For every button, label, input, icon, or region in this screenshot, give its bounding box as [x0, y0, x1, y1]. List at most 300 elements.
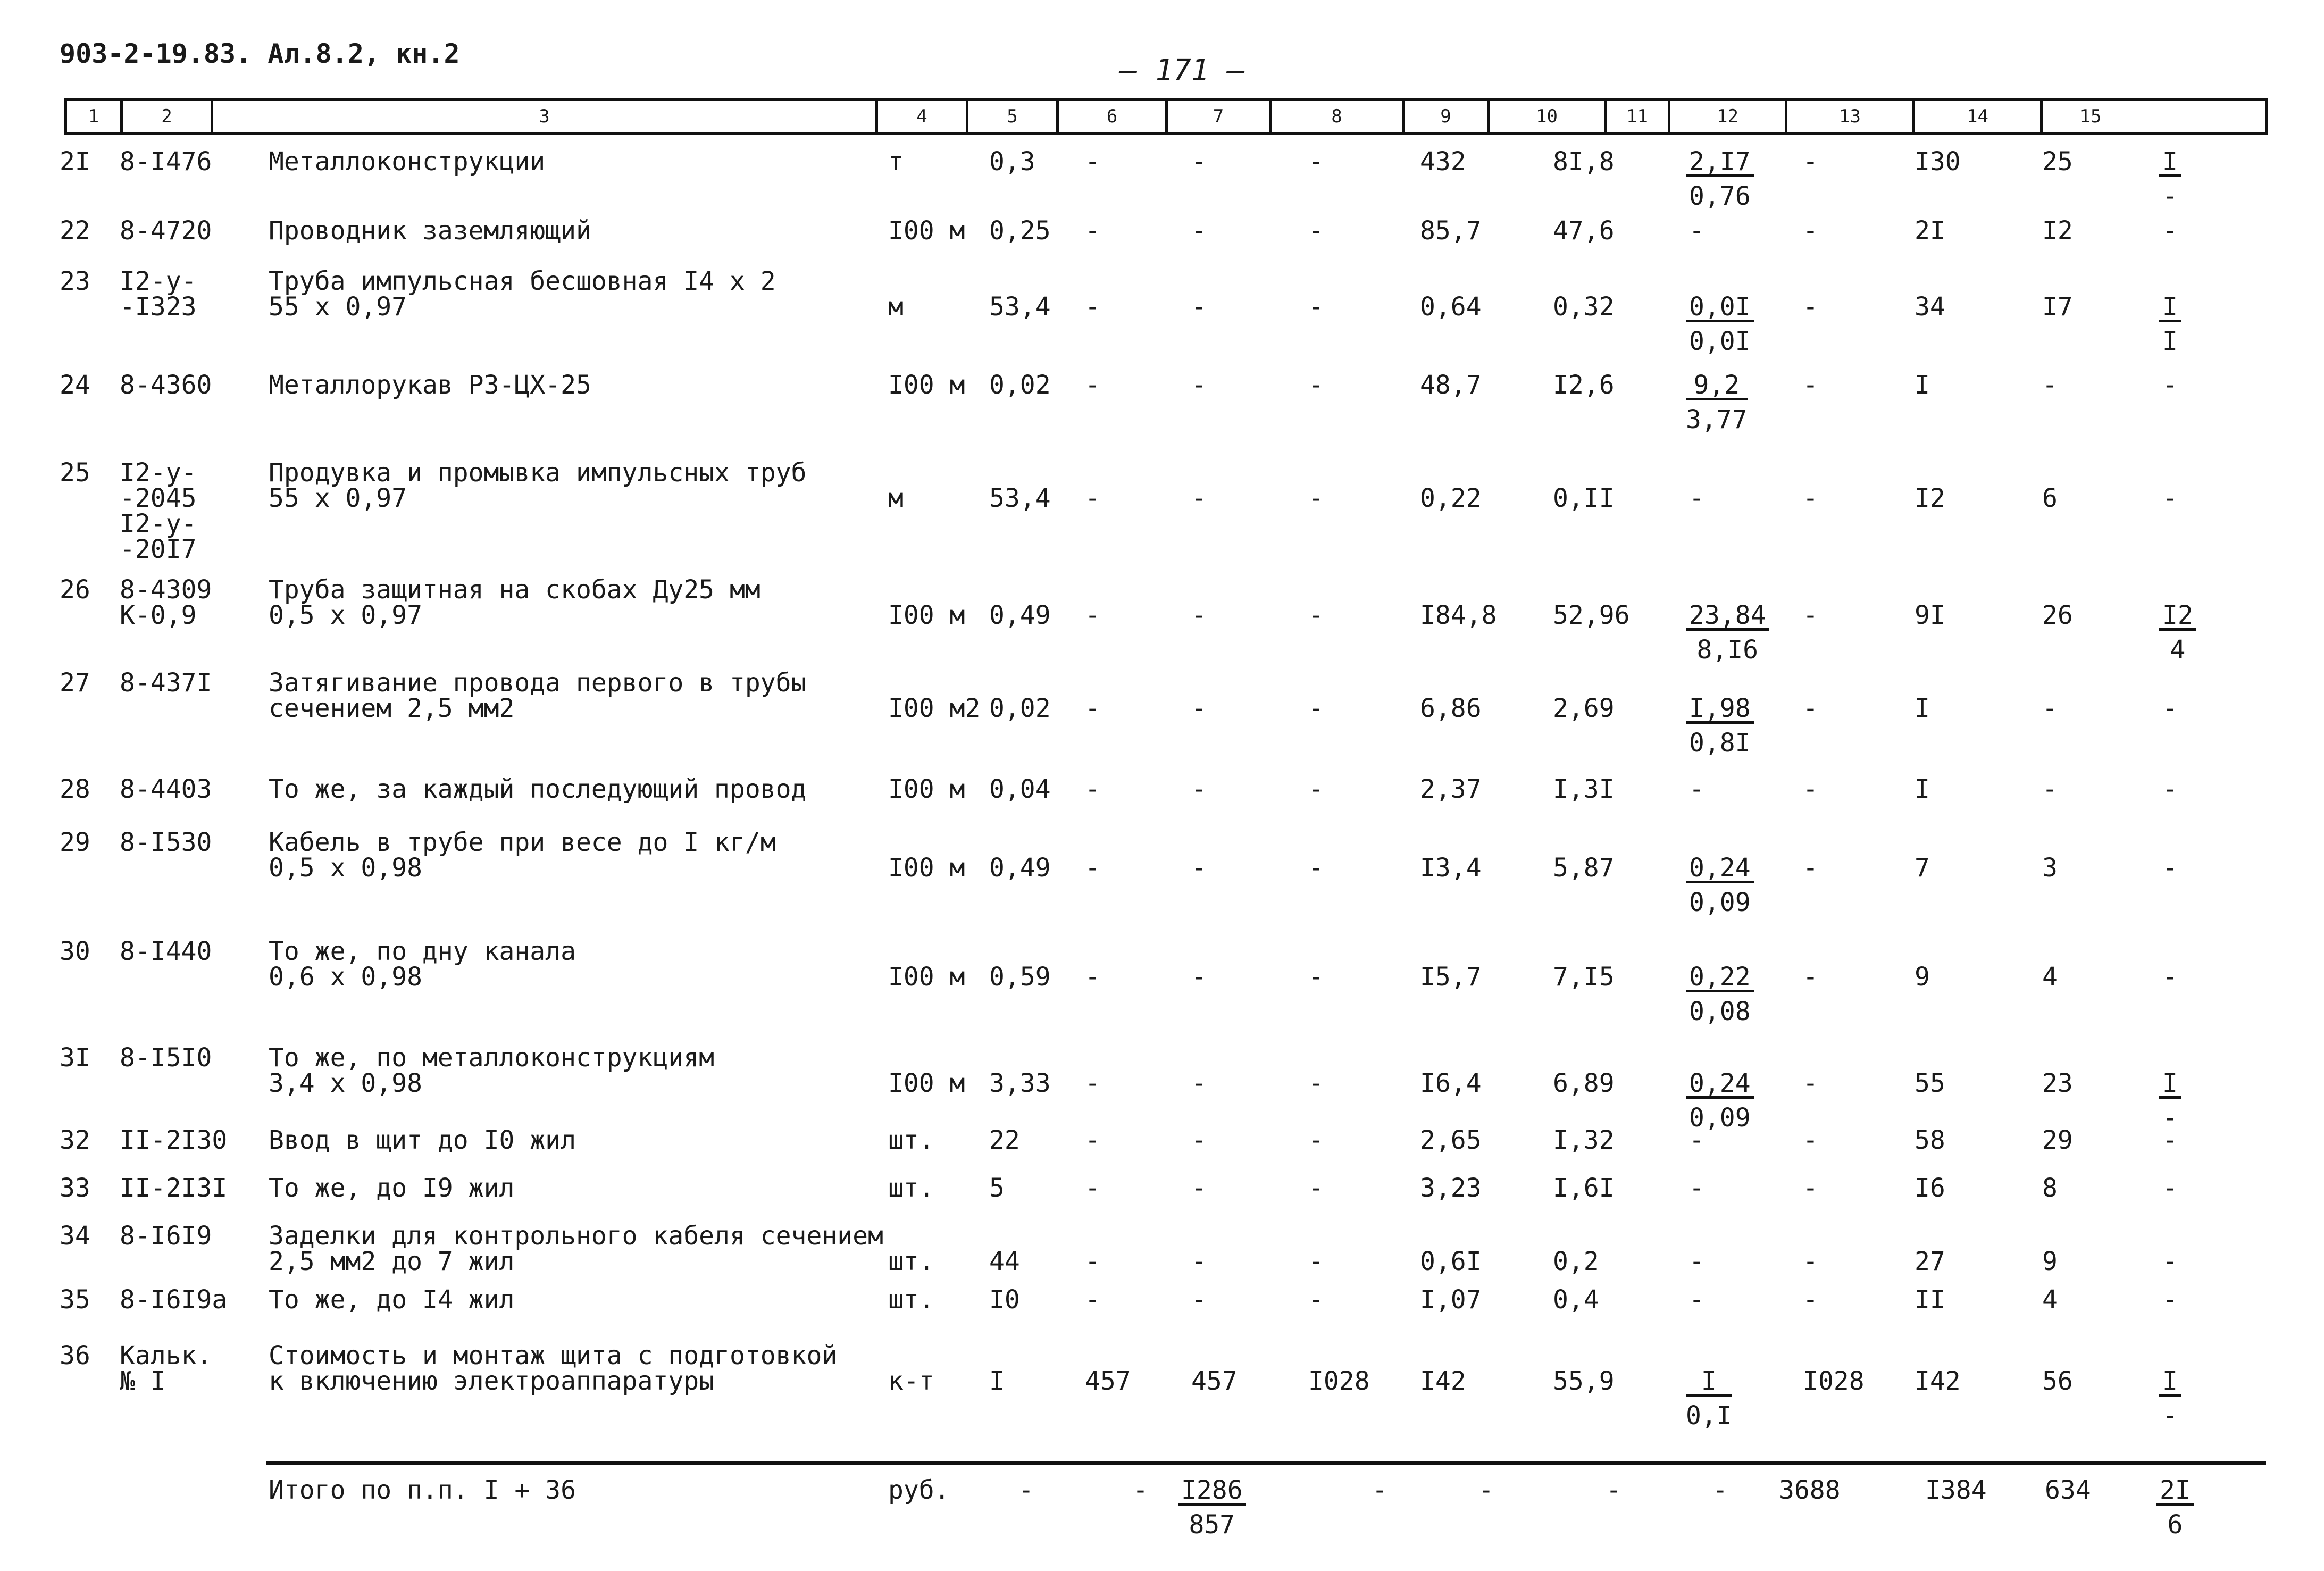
- cell-c15-top: -: [2162, 1247, 2178, 1276]
- cell-num: 32: [60, 1125, 90, 1155]
- cell-num: 29: [60, 828, 90, 857]
- cell-c11-top: 2,I7: [1686, 149, 1754, 177]
- cell-qty: 0,02: [989, 693, 1051, 723]
- cell-c11-bottom: 0,09: [1689, 1103, 1751, 1133]
- cell-c8: -: [1308, 216, 1324, 246]
- cell-c12: -: [1803, 774, 1818, 804]
- cell-name: Затягивание провода первого в трубы сечением 2,5 мм2: [269, 668, 807, 723]
- cell-name: То же, по дну канала 0,6 х 0,98: [269, 937, 576, 992]
- cell-num: 33: [60, 1173, 90, 1203]
- cell-unit: I00 м: [888, 962, 965, 992]
- cell-c9: I6,4: [1420, 1068, 1482, 1098]
- total-c9: -: [1478, 1475, 1494, 1505]
- cell-c7: -: [1191, 774, 1207, 804]
- cell-c14: 4: [2042, 1285, 2058, 1315]
- cell-c8: -: [1308, 1285, 1324, 1315]
- cell-c7: -: [1191, 693, 1207, 723]
- cell-unit: шт.: [888, 1173, 934, 1203]
- cell-c11-top: I,98: [1686, 696, 1754, 724]
- cell-qty: I: [989, 1366, 1005, 1396]
- total-c12: 3688: [1779, 1475, 1841, 1505]
- cell-code: II-2I3I: [120, 1173, 228, 1203]
- cell-c12: -: [1803, 1285, 1818, 1315]
- cell-c15: [2159, 1287, 2181, 1319]
- column-header-14: 14: [1912, 101, 2040, 132]
- cell-c6: -: [1085, 1068, 1100, 1098]
- cell-name: То же, до I9 жил: [269, 1173, 515, 1203]
- cell-c6: -: [1085, 1125, 1100, 1155]
- cell-c6: -: [1085, 853, 1100, 883]
- cell-c11: [1686, 1175, 1708, 1207]
- cell-c15-top: I: [2159, 1368, 2181, 1397]
- cell-c8: -: [1308, 853, 1324, 883]
- cell-c11-top: 0,0I: [1686, 294, 1754, 322]
- cell-c11-bottom: 0,0I: [1689, 327, 1751, 356]
- cell-c15-bottom: 4: [2170, 635, 2186, 665]
- cell-c11: [1686, 483, 1708, 517]
- total-qty: -: [1018, 1475, 1034, 1505]
- column-header-15: 15: [2040, 101, 2138, 132]
- cell-c12: -: [1803, 216, 1818, 246]
- cell-c7: -: [1191, 853, 1207, 883]
- cell-qty: 0,25: [989, 216, 1051, 246]
- cell-c15-top: -: [2162, 693, 2178, 723]
- cell-c13: 7: [1915, 853, 1930, 883]
- cell-c13: I2: [1915, 483, 1945, 513]
- cell-c11-top: -: [1689, 1173, 1704, 1203]
- cell-name: Стоимость и монтаж щита с подготовкой к включению электроаппаратуры: [269, 1341, 838, 1396]
- cell-c12: -: [1803, 1173, 1818, 1203]
- cell-c11: [1686, 693, 1754, 758]
- cell-code: II-2I30: [120, 1125, 228, 1155]
- cell-c13: II: [1915, 1285, 1945, 1315]
- cell-c10: 8I,8: [1553, 147, 1615, 177]
- cell-num: 34: [60, 1221, 90, 1251]
- cell-code: 8-4403: [120, 774, 212, 804]
- cell-c11: [1686, 600, 1769, 665]
- cell-c8: -: [1308, 774, 1324, 804]
- cell-name: Ввод в щит до I0 жил: [269, 1125, 576, 1155]
- cell-qty: 5: [989, 1173, 1005, 1203]
- total-label: Итого по п.п. I + 36: [269, 1475, 576, 1505]
- cell-c7: -: [1191, 1125, 1207, 1155]
- cell-c6: -: [1085, 1173, 1100, 1203]
- cell-c9: 2,65: [1420, 1125, 1482, 1155]
- cell-c15-top: -: [2162, 853, 2178, 883]
- total-unit: руб.: [888, 1475, 950, 1505]
- cell-name: То же, по металлоконструкциям 3,4 х 0,98: [269, 1043, 715, 1098]
- cell-code: 8-437I: [120, 668, 212, 698]
- cell-c7: 457: [1191, 1366, 1238, 1396]
- cell-c10: 0,II: [1553, 483, 1615, 513]
- cell-c11-bottom: 0,I: [1686, 1401, 1732, 1431]
- cell-c7: -: [1191, 1173, 1207, 1203]
- cell-c6: 457: [1085, 1366, 1131, 1396]
- cell-unit: I00 м: [888, 600, 965, 630]
- cell-c11-top: 9,2: [1686, 372, 1748, 400]
- cell-name: Кабель в трубе при весе до I кг/м 0,5 х 0,98: [269, 828, 776, 883]
- cell-c7: -: [1191, 1285, 1207, 1315]
- cell-c6: -: [1085, 147, 1100, 177]
- cell-c8: -: [1308, 1173, 1324, 1203]
- column-header-6: 6: [1056, 101, 1165, 132]
- cell-c13: 27: [1915, 1247, 1945, 1276]
- cell-unit: м: [888, 292, 904, 322]
- cell-code: 8-I530: [120, 828, 212, 857]
- cell-c10: 2,69: [1553, 693, 1615, 723]
- cell-name: Заделки для контрольного кабеля сечением 2,5 мм2 до 7 жил: [269, 1221, 883, 1276]
- cell-c8: -: [1308, 147, 1324, 177]
- column-header-10: 10: [1487, 101, 1604, 132]
- cell-num: 30: [60, 937, 90, 966]
- cell-c15: [2159, 372, 2181, 404]
- cell-name: Проводник заземляющий: [269, 216, 591, 246]
- cell-code: Кальк. № I: [120, 1341, 212, 1396]
- cell-c15-bottom: -: [2162, 1401, 2178, 1431]
- cell-c14: 29: [2042, 1125, 2073, 1155]
- cell-c12: -: [1803, 1125, 1818, 1155]
- cell-c12: -: [1803, 483, 1818, 513]
- cell-c9: 432: [1420, 147, 1466, 177]
- cell-c11-top: -: [1689, 216, 1704, 246]
- cell-unit: I00 м2: [888, 693, 981, 723]
- total-c8: -: [1372, 1475, 1387, 1505]
- cell-c13: I: [1915, 693, 1930, 723]
- column-header-9: 9: [1402, 101, 1487, 132]
- cell-code: 8-I6I9: [120, 1221, 212, 1251]
- cell-c11: [1686, 776, 1708, 808]
- cell-c10: I2,6: [1553, 370, 1615, 400]
- cell-c8: -: [1308, 1068, 1324, 1098]
- total-c15-bottom: 6: [2167, 1510, 2183, 1540]
- cell-c15: [2159, 218, 2181, 250]
- cell-c14: 56: [2042, 1366, 2073, 1396]
- cell-c6: -: [1085, 370, 1100, 400]
- cell-c8: -: [1308, 483, 1324, 513]
- cell-c15-top: -: [2162, 1173, 2178, 1203]
- cell-c10: I,3I: [1553, 774, 1615, 804]
- cell-qty: 53,4: [989, 483, 1051, 513]
- cell-qty: 22: [989, 1125, 1020, 1155]
- cell-code: 8-I6I9а: [120, 1285, 228, 1315]
- cell-c10: 0,2: [1553, 1247, 1599, 1276]
- cell-c6: -: [1085, 600, 1100, 630]
- cell-c15: [2159, 1068, 2181, 1133]
- cell-num: 35: [60, 1285, 90, 1315]
- total-c15: [2156, 1475, 2194, 1540]
- cell-c11-top: 0,24: [1686, 1071, 1754, 1099]
- cell-c14: -: [2042, 693, 2058, 723]
- cell-num: 27: [60, 668, 90, 698]
- cell-c14: -: [2042, 774, 2058, 804]
- cell-unit: I00 м: [888, 1068, 965, 1098]
- cell-c13: I42: [1915, 1366, 1961, 1396]
- cell-c10: 7,I5: [1553, 962, 1615, 992]
- cell-c7: -: [1191, 600, 1207, 630]
- cell-c14: 3: [2042, 853, 2058, 883]
- cell-num: 24: [60, 370, 90, 400]
- total-c14: 634: [2045, 1475, 2091, 1505]
- total-c7: [1178, 1475, 1246, 1540]
- cell-c15: [2159, 1249, 2181, 1281]
- cell-c11: [1686, 964, 1754, 1024]
- cell-c9: 3,23: [1420, 1173, 1482, 1203]
- cell-c15: [2159, 776, 2181, 808]
- cell-c11: [1686, 372, 1748, 432]
- cell-num: 3I: [60, 1043, 90, 1073]
- column-header-4: 4: [875, 101, 966, 132]
- cell-c13: I6: [1915, 1173, 1945, 1203]
- cell-unit: I00 м: [888, 774, 965, 804]
- cell-name: Труба защитная на скобах Ду25 мм 0,5 х 0,97: [269, 575, 760, 630]
- cell-c9: 48,7: [1420, 370, 1482, 400]
- cell-c11-bottom: 0,76: [1689, 181, 1751, 211]
- cell-c15: [2159, 149, 2181, 209]
- cell-c15-bottom: -: [2162, 181, 2178, 211]
- cell-c14: 25: [2042, 147, 2073, 177]
- cell-c15: [2159, 1175, 2181, 1207]
- cell-code: I2-у- -2045 I2-у- -20I7: [120, 458, 197, 564]
- cell-c12: -: [1803, 962, 1818, 992]
- cell-num: 23: [60, 266, 90, 296]
- column-header-1: 1: [88, 106, 99, 127]
- cell-c15: [2159, 855, 2181, 887]
- cell-c15: [2159, 964, 2181, 996]
- cell-c15-top: I2: [2159, 603, 2196, 631]
- cell-c14: 9: [2042, 1247, 2058, 1276]
- cell-c13: 55: [1915, 1068, 1945, 1098]
- cell-c10: 0,32: [1553, 292, 1615, 322]
- cell-c11: [1686, 1287, 1708, 1319]
- cell-c9: 85,7: [1420, 216, 1482, 246]
- cell-c11-bottom: 0,08: [1689, 997, 1751, 1026]
- cell-c11-top: -: [1689, 483, 1704, 513]
- cell-c8: -: [1308, 693, 1324, 723]
- cell-c10: I,32: [1553, 1125, 1615, 1155]
- cell-qty: I0: [989, 1285, 1020, 1315]
- cell-c12: -: [1803, 693, 1818, 723]
- cell-c12: -: [1803, 853, 1818, 883]
- cell-c14: 4: [2042, 962, 2058, 992]
- cell-num: 22: [60, 216, 90, 246]
- cell-c7: -: [1191, 216, 1207, 246]
- cell-qty: 3,33: [989, 1068, 1051, 1098]
- total-c13: I384: [1925, 1475, 1987, 1505]
- cell-c14: I7: [2042, 292, 2073, 322]
- cell-num: 2I: [60, 147, 90, 177]
- cell-c7: -: [1191, 1068, 1207, 1098]
- cell-c6: -: [1085, 962, 1100, 992]
- cell-unit: I00 м: [888, 370, 965, 400]
- cell-num: 25: [60, 458, 90, 488]
- cell-c12: -: [1803, 1068, 1818, 1098]
- cell-c14: 8: [2042, 1173, 2058, 1203]
- cell-c12: -: [1803, 1247, 1818, 1276]
- cell-c9: 0,22: [1420, 483, 1482, 513]
- cell-c13: I: [1915, 370, 1930, 400]
- cell-unit: шт.: [888, 1285, 934, 1315]
- cell-name: То же, за каждый последующий провод: [269, 774, 807, 804]
- cell-qty: 0,04: [989, 774, 1051, 804]
- cell-code: 8-I5I0: [120, 1043, 212, 1073]
- cell-c11-top: -: [1689, 1285, 1704, 1315]
- cell-c6: -: [1085, 483, 1100, 513]
- cell-c9: I,07: [1420, 1285, 1482, 1315]
- cell-c13: I: [1915, 774, 1930, 804]
- cell-name: То же, до I4 жил: [269, 1285, 515, 1315]
- cell-c15: [2159, 1127, 2181, 1159]
- cell-c15-top: -: [2162, 962, 2178, 992]
- cell-c11-top: 23,84: [1686, 603, 1769, 631]
- cell-code: 8-I440: [120, 937, 212, 966]
- cell-c7: -: [1191, 370, 1207, 400]
- cell-qty: 0,3: [989, 147, 1035, 177]
- cell-num: 36: [60, 1341, 90, 1371]
- cell-c11-top: -: [1689, 1247, 1704, 1276]
- cell-c15-top: -: [2162, 483, 2178, 513]
- cell-name: Металлоконструкции: [269, 147, 546, 177]
- cell-c15-top: I: [2159, 294, 2181, 322]
- total-c11: -: [1712, 1475, 1728, 1505]
- cell-c10: I,6I: [1553, 1173, 1615, 1203]
- cell-code: 8-4720: [120, 216, 212, 246]
- cell-c15: [2159, 483, 2181, 517]
- cell-c11: [1686, 855, 1754, 915]
- cell-code: I2-у- -I323: [120, 266, 197, 322]
- cell-c13: 58: [1915, 1125, 1945, 1155]
- cell-c8: -: [1308, 962, 1324, 992]
- cell-c6: -: [1085, 292, 1100, 322]
- cell-c15-top: -: [2162, 774, 2178, 804]
- total-c7-bottom: 857: [1189, 1510, 1235, 1540]
- cell-code: 8-4309 К-0,9: [120, 575, 212, 630]
- cell-c15-top: I: [2159, 1071, 2181, 1099]
- cell-c15-top: -: [2162, 370, 2178, 400]
- cell-unit: шт.: [888, 1125, 934, 1155]
- cell-c13: 9: [1915, 962, 1930, 992]
- cell-c11-bottom: 3,77: [1686, 405, 1748, 434]
- cell-unit: к-т: [888, 1366, 934, 1396]
- cell-c10: 5,87: [1553, 853, 1615, 883]
- cell-unit: м: [888, 483, 904, 513]
- cell-c15-top: -: [2162, 216, 2178, 246]
- cell-code: 8-I476: [120, 147, 212, 177]
- cell-c15-top: I: [2159, 149, 2181, 177]
- cell-c7: -: [1191, 1247, 1207, 1276]
- cell-c10: 47,6: [1553, 216, 1615, 246]
- cell-c6: -: [1085, 774, 1100, 804]
- column-header-3: 3: [211, 101, 875, 132]
- cell-c10: 0,4: [1553, 1285, 1599, 1315]
- cell-c11: [1686, 218, 1708, 250]
- cell-c6: -: [1085, 693, 1100, 723]
- cell-c15: [2159, 600, 2196, 665]
- cell-c9: I5,7: [1420, 962, 1482, 992]
- cell-unit: шт.: [888, 1247, 934, 1276]
- cell-c11: [1686, 1366, 1732, 1431]
- cell-c9: I84,8: [1420, 600, 1497, 630]
- cell-c11-top: 0,24: [1686, 855, 1754, 883]
- cell-c12: -: [1803, 147, 1818, 177]
- page-number: — 171 —: [1119, 53, 1245, 88]
- cell-c11-bottom: 8,I6: [1696, 635, 1759, 665]
- cell-qty: 0,02: [989, 370, 1051, 400]
- cell-c7: -: [1191, 147, 1207, 177]
- cell-c11-bottom: 0,8I: [1689, 728, 1751, 758]
- cell-c8: -: [1308, 1125, 1324, 1155]
- cell-c11: [1686, 1068, 1754, 1133]
- cell-c11: [1686, 294, 1754, 354]
- cell-name: Труба импульсная бесшовная I4 х 2 55 х 0,97: [269, 266, 776, 322]
- cell-qty: 44: [989, 1247, 1020, 1276]
- cell-c6: -: [1085, 216, 1100, 246]
- cell-c8: -: [1308, 370, 1324, 400]
- cell-c15: [2159, 1366, 2181, 1431]
- cell-c9: 6,86: [1420, 693, 1482, 723]
- cell-qty: 53,4: [989, 292, 1051, 322]
- total-separator: [266, 1461, 2266, 1465]
- cell-c15: [2159, 294, 2181, 354]
- cell-c8: -: [1308, 600, 1324, 630]
- cell-code: 8-4360: [120, 370, 212, 400]
- cell-num: 26: [60, 575, 90, 605]
- cell-c15-top: -: [2162, 1285, 2178, 1315]
- total-c15-top: 2I: [2156, 1477, 2194, 1506]
- doc-reference: 903-2-19.83. Ал.8.2, кн.2: [60, 38, 460, 69]
- cell-name: Металлорукав РЗ-ЦХ-25: [269, 370, 591, 400]
- cell-c6: -: [1085, 1247, 1100, 1276]
- cell-unit: I00 м: [888, 216, 965, 246]
- cell-c14: I2: [2042, 216, 2073, 246]
- cell-c12: -: [1803, 292, 1818, 322]
- cell-c14: 6: [2042, 483, 2058, 513]
- cell-c13: 2I: [1915, 216, 1945, 246]
- cell-c9: 0,6I: [1420, 1247, 1482, 1276]
- cell-c7: -: [1191, 292, 1207, 322]
- cell-c8: -: [1308, 1247, 1324, 1276]
- cell-c9: I3,4: [1420, 853, 1482, 883]
- cell-name: Продувка и промывка импульсных труб 55 х 0,97: [269, 458, 807, 513]
- column-header-7: 7: [1165, 101, 1269, 132]
- cell-qty: 0,49: [989, 853, 1051, 883]
- cell-c11: [1686, 149, 1754, 209]
- cell-c11-top: -: [1689, 774, 1704, 804]
- cell-c15-bottom: I: [2162, 327, 2178, 356]
- cell-c8: I028: [1308, 1366, 1370, 1396]
- total-c6: -: [1133, 1475, 1148, 1505]
- column-header-11: 11: [1604, 101, 1668, 132]
- cell-c9: 2,37: [1420, 774, 1482, 804]
- cell-c15: [2159, 693, 2181, 728]
- cell-c11-bottom: 0,09: [1689, 888, 1751, 917]
- cell-c11-top: -: [1689, 1125, 1704, 1155]
- cell-c13: 34: [1915, 292, 1945, 322]
- cell-num: 28: [60, 774, 90, 804]
- cell-c12: -: [1803, 600, 1818, 630]
- cell-c11-top: I: [1686, 1368, 1732, 1397]
- cell-c10: 55,9: [1553, 1366, 1615, 1396]
- cell-c14: -: [2042, 370, 2058, 400]
- cell-c12: I028: [1803, 1366, 1865, 1396]
- cell-c14: 23: [2042, 1068, 2073, 1098]
- cell-qty: 0,49: [989, 600, 1051, 630]
- cell-c11-top: 0,22: [1686, 964, 1754, 992]
- cell-c9: I42: [1420, 1366, 1466, 1396]
- cell-c7: -: [1191, 483, 1207, 513]
- cell-c7: -: [1191, 962, 1207, 992]
- cell-c15-bottom: -: [2162, 1103, 2178, 1133]
- cell-c11: [1686, 1127, 1708, 1159]
